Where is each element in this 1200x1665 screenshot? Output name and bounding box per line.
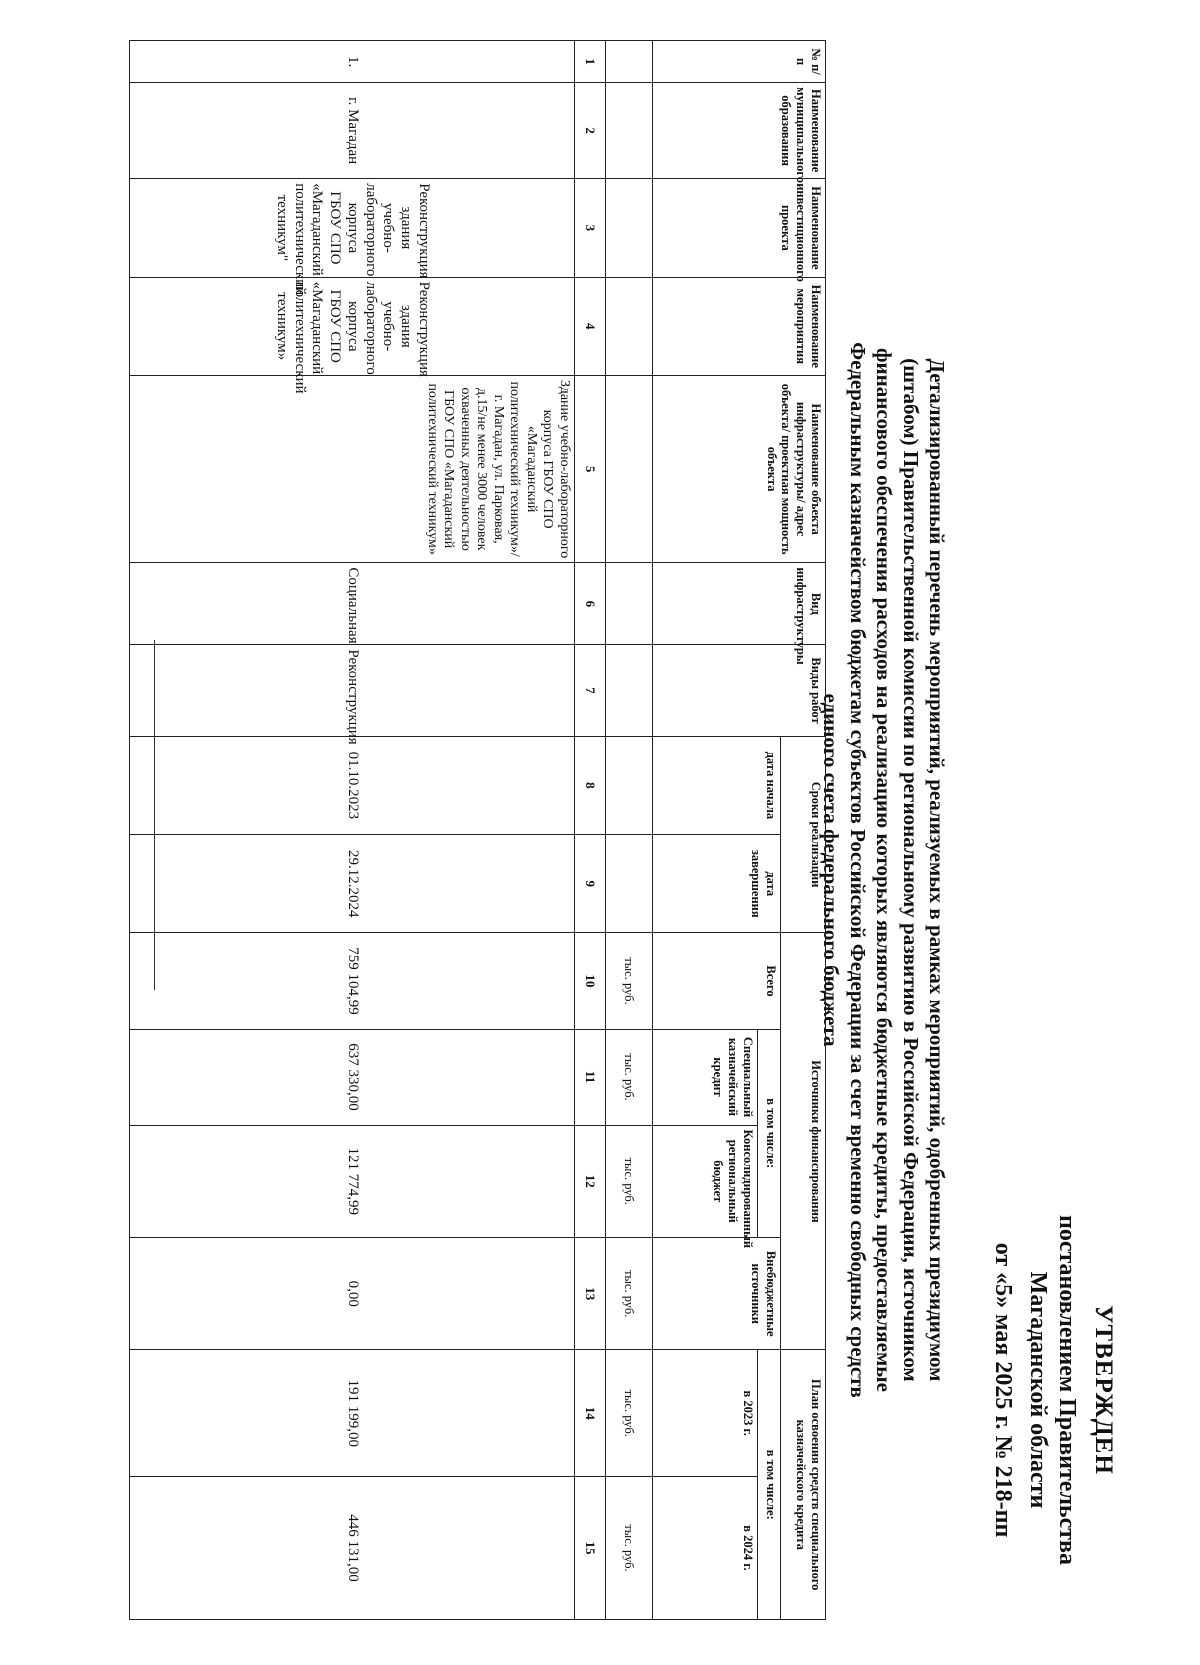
approval-heading: УТВЕРЖДЕН (1090, 1305, 1117, 1475)
header-row (781, 41, 826, 1620)
header-num: № п/п (653, 41, 826, 83)
unit-row (606, 41, 653, 1620)
header-start: дата начала (653, 736, 781, 834)
header-municipality: Наименование муниципального образования (653, 83, 826, 179)
approval-date-number: от «5» мая 2025 г. № 218-пп (989, 1242, 1016, 1538)
row-end: 29.12.2024 (130, 835, 575, 933)
header-incl: в том числе: (758, 1029, 781, 1237)
document-title: Детализированный перечень мероприятий, реализуемых в рамках мероприятий, одобренных президиумом (штабом) Правительственной комиссии по региональному развитию в Российской Федерации, источником финансового обеспечения расходов на реализацию которых являются бюджетные кредиты, предоставляемые Федеральным казначейством бюджетам субъектов Российской Федерации за счет временно свободных средств единого счета федерального бюджета (819, 342, 949, 1398)
header-special-credit: Специальный казначейский кредит (653, 1029, 758, 1125)
header-2023: в 2023 г. (653, 1350, 758, 1477)
header-project: Наименование инвестиционного проекта (653, 179, 826, 277)
column-number: 3 (575, 179, 606, 277)
row-regional-budget: 121 774,99 (130, 1125, 575, 1237)
column-number: 14 (575, 1350, 606, 1477)
row-measure: Реконструкция здания учебно-лабораторного корпуса ГБОУ СПО «Магаданский политехнический техникум» (130, 277, 575, 375)
column-number: 4 (575, 277, 606, 375)
separator-line (154, 640, 155, 990)
unit-label: тыс. руб. (606, 1125, 653, 1237)
table-row (130, 41, 575, 1620)
column-number: 6 (575, 563, 606, 645)
row-num: 1. (130, 41, 575, 83)
row-municipality: г. Магадан (130, 83, 575, 179)
column-number-row (575, 41, 606, 1620)
header-object: Наименование объекта инфраструктуры/ адрес объекта/ проектная мощность объекта (653, 375, 826, 562)
row-special-credit: 637 330,00 (130, 1029, 575, 1125)
header-plan-incl: в том числе: (758, 1350, 781, 1620)
row-start: 01.10.2023 (130, 736, 575, 834)
unit-label: тыс. руб. (606, 1350, 653, 1477)
column-number: 10 (575, 933, 606, 1029)
header-work-type: Виды работ (653, 645, 826, 736)
header-total: Всего (653, 933, 781, 1029)
approval-line: Магаданской области (1025, 1271, 1052, 1509)
column-number: 7 (575, 645, 606, 736)
unit-label: тыс. руб. (606, 933, 653, 1029)
unit-label: тыс. руб. (606, 1476, 653, 1619)
row-2024: 446 131,00 (130, 1476, 575, 1619)
header-2024: в 2024 г. (653, 1476, 758, 1619)
approval-stamp (988, 1200, 1118, 1580)
row-infra-type: Социальная (130, 563, 575, 645)
unit-label: тыс. руб. (606, 1029, 653, 1125)
header-offbudget: Внебюджетные источники (653, 1237, 781, 1350)
row-object: Здание учебно-лабораторного корпуса ГБОУ СПО «Магаданский политехнический техникум»/г. Магадан, ул. Парковая, д.15/не менее 3000 человек охваченных деятельностью ГБОУ СПО «Магаданский политехнический техникум» (130, 375, 575, 562)
row-2023: 191 199,00 (130, 1350, 575, 1477)
column-number: 9 (575, 835, 606, 933)
row-total: 759 104,99 (130, 933, 575, 1029)
column-number: 15 (575, 1476, 606, 1619)
header-regional-budget: Консолидированный региональный бюджет (653, 1125, 758, 1237)
row-offbudget: 0,00 (130, 1237, 575, 1350)
header-terms: Сроки реализации (781, 736, 826, 933)
column-number: 5 (575, 375, 606, 562)
column-number: 8 (575, 736, 606, 834)
header-sources: Источники финансирования (781, 933, 826, 1350)
header-measure: Наименование мероприятия (653, 277, 826, 375)
unit-label: тыс. руб. (606, 1237, 653, 1350)
column-number: 12 (575, 1125, 606, 1237)
column-number: 13 (575, 1237, 606, 1350)
column-number: 11 (575, 1029, 606, 1125)
header-plan: План освоения средств специального казначейского кредита (781, 1350, 826, 1620)
row-project: Реконструкция здания учебно-лабораторного корпуса ГБОУ СПО «Магаданский политехнический техникум" (130, 179, 575, 277)
approval-line: постановлением Правительства (1054, 1214, 1081, 1565)
column-number: 2 (575, 83, 606, 179)
measures-table (129, 40, 826, 1620)
row-work-type: Реконструкция (130, 645, 575, 736)
header-end: дата завершения (653, 835, 781, 933)
header-infra-type: Вид инфраструктуры (653, 563, 826, 645)
column-number: 1 (575, 41, 606, 83)
